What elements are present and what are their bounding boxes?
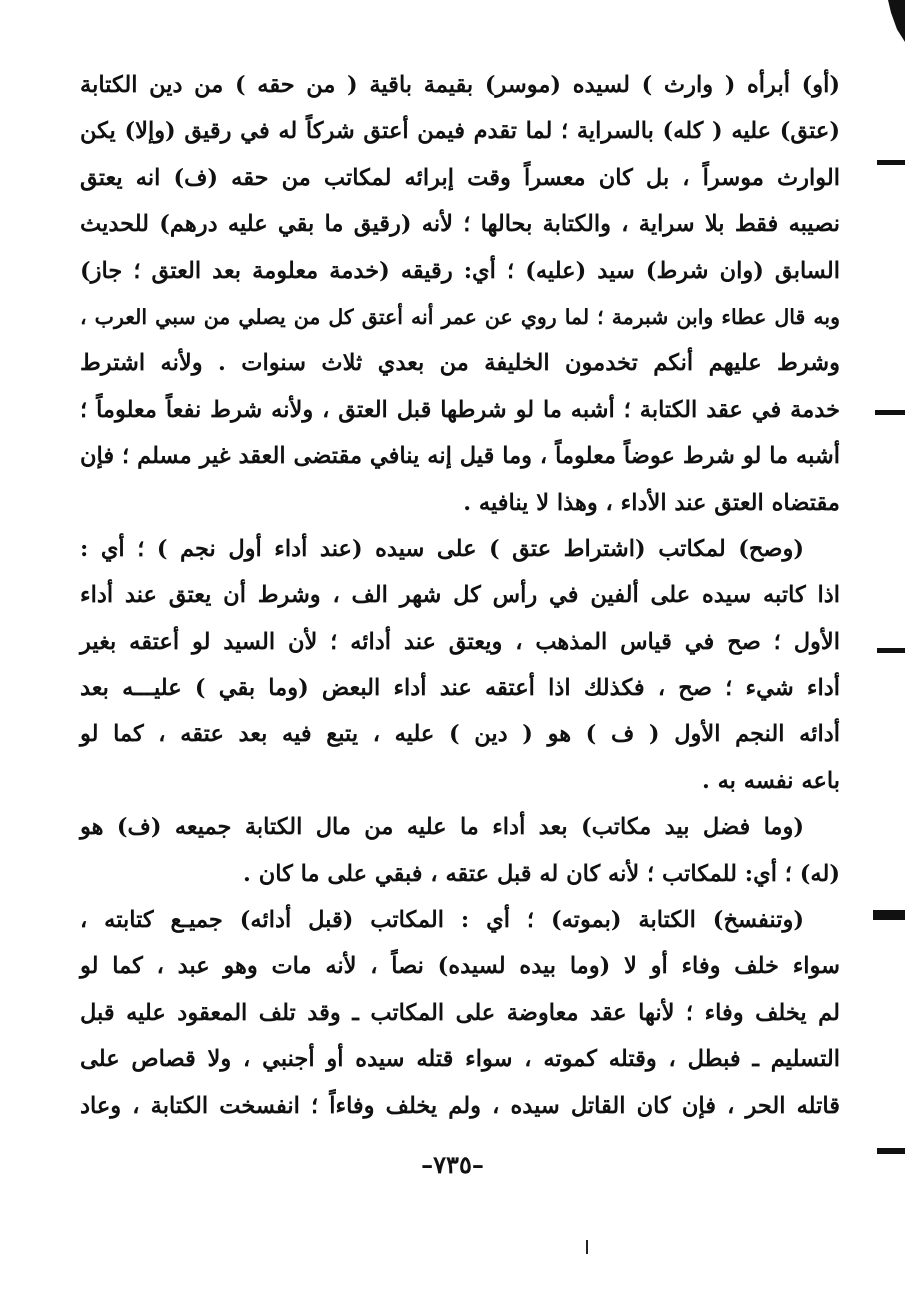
stray-mark — [586, 1240, 588, 1254]
text-line: (له) ؛ أي: للمكاتب ؛ لأنه كان له قبل عتقه ، فبقي على ما كان . — [243, 860, 840, 887]
text-line: باعه نفسه به . — [701, 767, 840, 794]
text-line: السابق (وان شرط) سيد (عليه) ؛ أي: رقيقه (خدمة معلومة بعد العتق ؛ جاز) — [80, 257, 840, 284]
text-line: (عتق) عليه ( كله) بالسراية ؛ لما تقدم فيمن أعتق شركاً له في رقيق (وإلا) يكن — [80, 118, 840, 145]
margin-mark — [875, 410, 905, 415]
text-line: الأول ؛ صح في قياس المذهب ، ويعتق عند أدائه ؛ لأن السيد لو أعتقه بغير — [80, 628, 840, 655]
paragraph — [80, 62, 840, 526]
text-line: وشرط عليهم أنكم تخدمون الخليفة من بعدي ثلاث سنوات . ولأنه اشترط — [80, 350, 840, 377]
body-text — [80, 62, 840, 1129]
text-line: (أو) أبرأه ( وارث ) لسيده (موسر) بقيمة باقية ( من حقه ) من دين الكتابة — [80, 72, 840, 98]
paragraph — [80, 897, 840, 1129]
text-line: سواء خلف وفاء أو لا (وما بيده لسيده) نصاً ، لأنه مات وهو عبد ، كما لو — [80, 953, 840, 980]
scan-corner-mark — [885, 0, 905, 42]
text-line: (وما فضل بيد مكاتب) بعد أداء ما عليه من مال الكتابة جميعه (ف) هو — [80, 814, 804, 841]
page-number: –٧٣٥– — [421, 1150, 484, 1179]
paragraph — [80, 526, 840, 804]
text-line: اذا كاتبه سيده على ألفين في رأس كل شهر الف ، وشرط أن يعتق عند أداء — [80, 582, 840, 609]
margin-mark — [877, 648, 905, 653]
text-line: مقتضاه العتق عند الأداء ، وهذا لا ينافيه . — [463, 489, 840, 516]
text-line: خدمة في عقد الكتابة ؛ أشبه ما لو شرطها قبل العتق ، ولأنه شرط نفعاً معلوماً ؛ — [80, 396, 840, 423]
text-line: نصيبه فقط بلا سراية ، والكتابة بحالها ؛ لأنه (رقيق ما بقي عليه درهم) للحديث — [80, 211, 840, 238]
paragraph — [80, 804, 840, 897]
text-line: الوارث موسراً ، بل كان معسراً وقت إبرائه لمكاتب من حقه (ف) انه يعتق — [80, 164, 840, 191]
text-line: أداء شيء ؛ صح ، فكذلك اذا أعتقه عند أداء البعض (وما بقي ) عليـــه بعد — [80, 675, 840, 702]
text-line: وبه قال عطاء وابن شبرمة ؛ لما روي عن عمر أنه أعتق كل من يصلي من سبي العرب ، — [80, 304, 840, 329]
margin-mark — [877, 160, 905, 165]
text-line: (وتنفسخ) الكتابة (بموته) ؛ أي : المكاتب (قبل أدائه) جميـع كتابته ، — [80, 907, 804, 934]
text-line: التسليم ـ فبطل ، وقتله كموته ، سواء قتله سيده أو أجنبي ، ولا قصاص على — [80, 1046, 840, 1073]
text-line: لم يخلف وفاء ؛ لأنها عقد معاوضة على المكاتب ـ وقد تلف المعقود عليه قبل — [80, 999, 840, 1026]
text-line: (وصح) لمكاتب (اشتراط عتق ) على سيده (عند أداء أول نجم ) ؛ أي : — [80, 535, 804, 562]
margin-mark — [873, 910, 905, 920]
text-line: أدائه النجم الأول ( ف ) هو ( دين ) عليه ، يتبع فيه بعد عتقه ، كما لو — [80, 721, 840, 748]
text-line: أشبه ما لو شرط عوضاً معلوماً ، وما قيل إنه ينافي مقتضى العقد غير مسلم ؛ فإن — [80, 443, 840, 470]
text-line: قاتله الحر ، فإن كان القاتل سيده ، ولم يخلف وفاءاً ؛ انفسخت الكتابة ، وعاد — [80, 1092, 840, 1119]
